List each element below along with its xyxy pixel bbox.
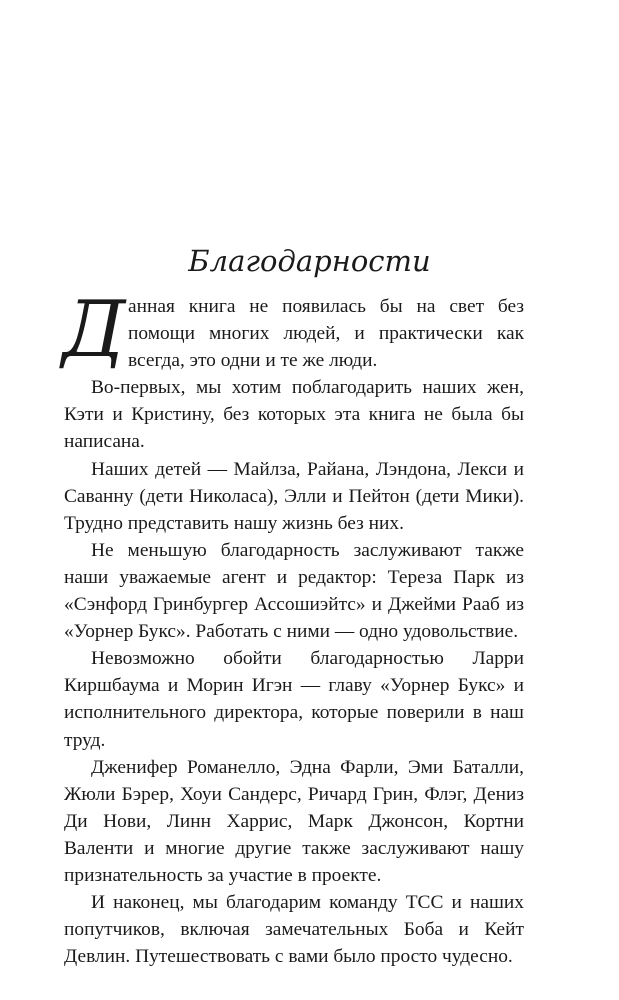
chapter-title: Благодарности: [188, 244, 431, 278]
paragraph-6: Дженифер Романелло, Эдна Фарли, Эми Баталли, Жюли Бэрер, Хоуи Сандерс, Ричард Грин, Флэг, Дениз Ди Нови, Линн Харрис, Марк Джонсон, Кортни Валенти и многие другие также заслуживают нашу признательность за участие в проекте.: [64, 756, 524, 886]
paragraph-1: [62, 285, 524, 375]
paragraph-1-text: анная книга не появилась бы на свет без помощи многих людей, и практически как всегда, это одни и те же люди.: [128, 296, 524, 372]
paragraph-2: Во-первых, мы хотим поблагодарить наших жен, Кэти и Кристину, без которых эта книга не была бы написана.: [64, 377, 524, 453]
paragraph-3: Наших детей — Майлза, Райана, Лэндона, Лекси и Саванну (дети Николаса), Элли и Пейтон (дети Мики). Трудно представить нашу жизнь без них.: [64, 458, 524, 534]
paragraph-4: Не меньшую благодарность заслуживают также наши уважаемые агент и редактор: Тереза Парк из «Сэнфорд Гринбургер Ассошиэйтс» и Джейми Рааб из «Уорнер Букс». Работать с ними — одно удовольствие.: [64, 539, 524, 643]
acknowledgments-body: [62, 285, 524, 970]
paragraph-5: Невозможно обойти благодарностью Ларри Киршбаума и Морин Игэн — главу «Уорнер Букс» и исполнительного директора, которые поверили в наш труд.: [64, 648, 524, 751]
paragraph-7: И наконец, мы благодарим команду ТСС и наших попутчиков, включая замечательных Боба и Кейт Девлин. Путешествовать с вами было просто чудесно.: [64, 892, 524, 968]
drop-cap: Д: [62, 285, 126, 375]
